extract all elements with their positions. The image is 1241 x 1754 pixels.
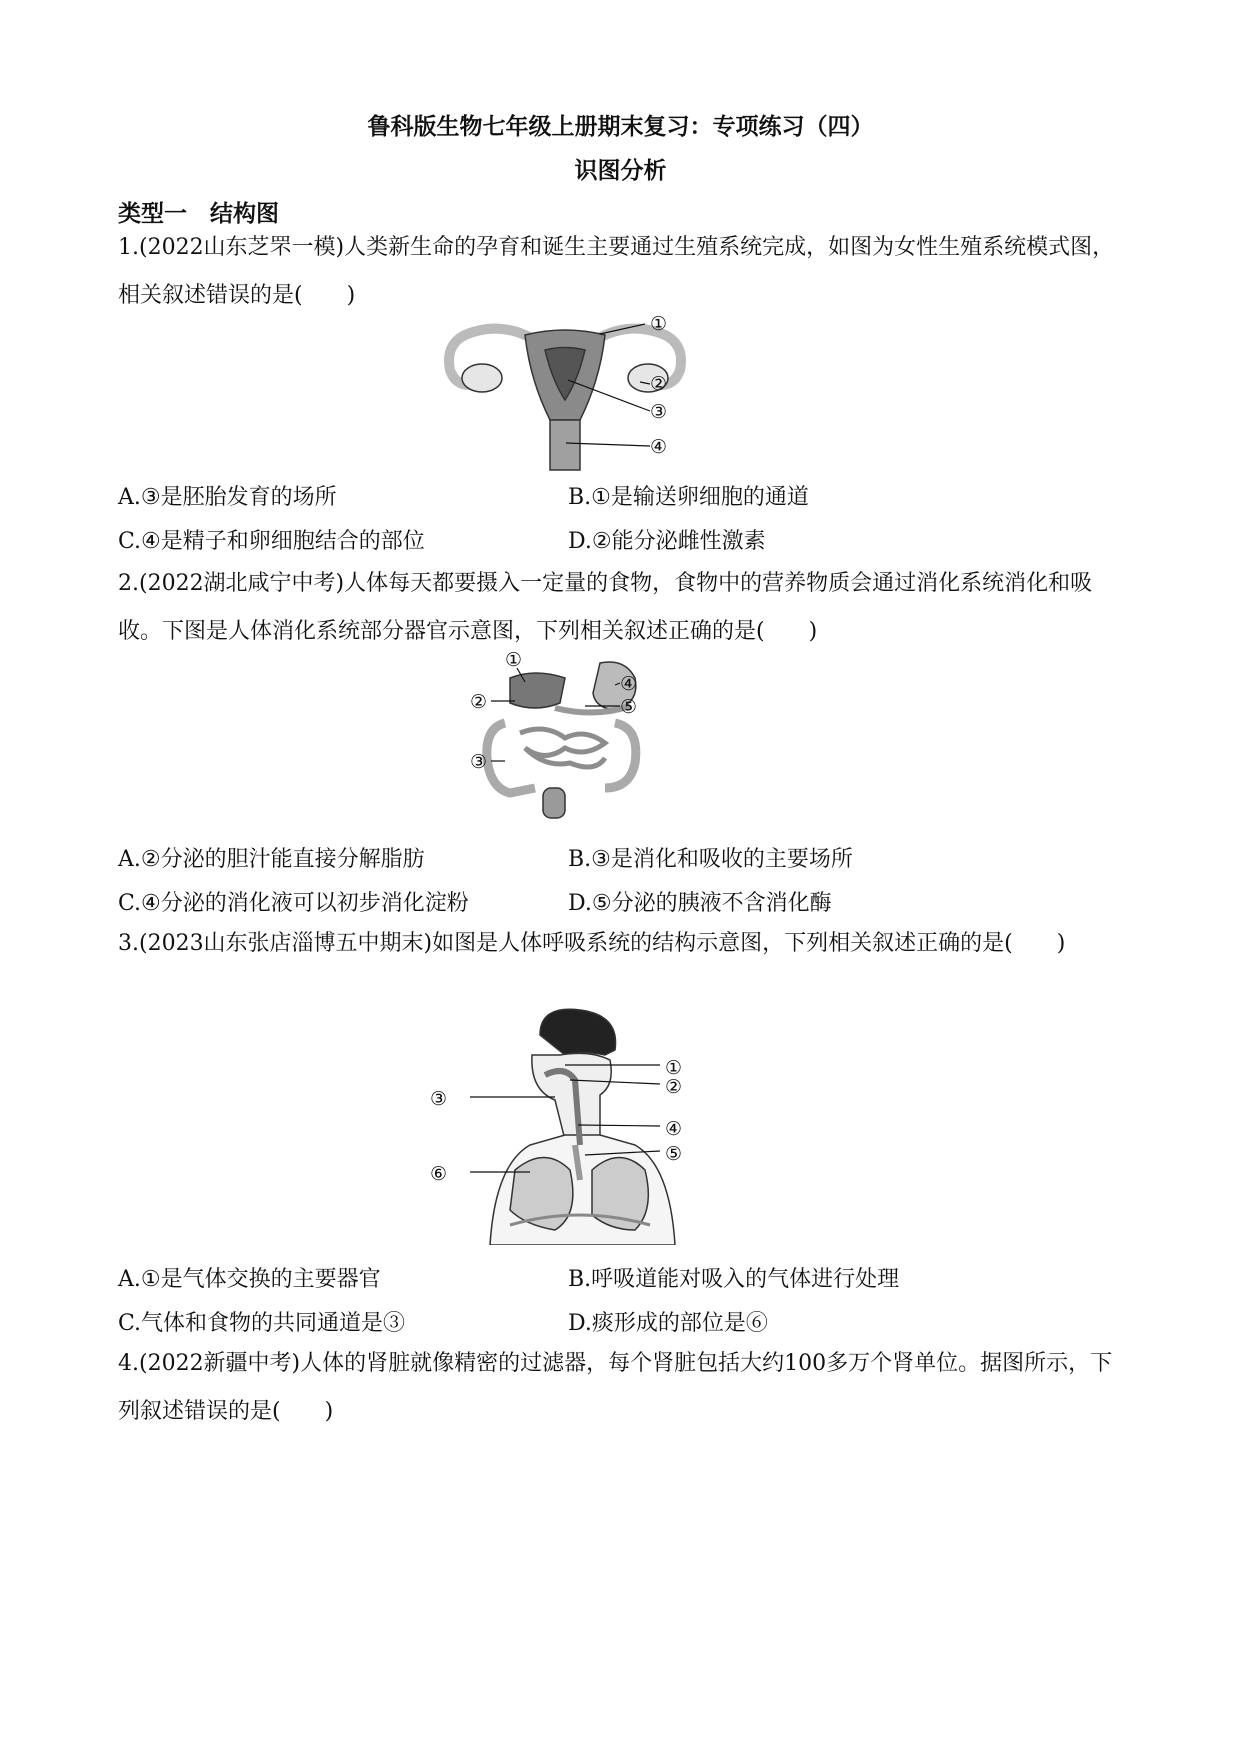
fig3-label-5: ⑤ <box>665 1143 683 1165</box>
question-3-option-d[interactable]: D.痰形成的部位是⑥ <box>568 1311 768 1336</box>
fig3-label-1: ① <box>665 1057 683 1079</box>
respiratory-system-labels <box>420 1050 700 1190</box>
question-3-option-a[interactable]: A.①是气体交换的主要器官 <box>118 1267 381 1292</box>
fig2-label-2: ② <box>470 691 488 713</box>
question-2-text: 2.(2022湖北咸宁中考)人体每天都要摄入一定量的食物，食物中的营养物质会通过消化系统消化和吸收。下图是人体消化系统部分器官示意图，下列相关叙述正确的是( ) <box>118 571 1093 644</box>
fig1-label-2: ② <box>650 373 668 395</box>
fig3-label-6: ⑥ <box>430 1163 448 1185</box>
page-subtitle: 识图分析 <box>574 158 667 184</box>
digestive-system-figure <box>465 648 715 823</box>
fig2-label-4: ④ <box>620 673 638 695</box>
question-2-option-a[interactable]: A.②分泌的胆汁能直接分解脂肪 <box>118 847 425 872</box>
female-reproductive-system-figure <box>440 310 690 480</box>
question-2-option-b[interactable]: B.③是消化和吸收的主要场所 <box>568 847 853 872</box>
fig3-label-4: ④ <box>665 1118 683 1140</box>
fig2-label-3: ③ <box>470 751 488 773</box>
fig3-label-3: ③ <box>430 1088 448 1110</box>
question-3-text: 3.(2023山东张店淄博五中期末)如图是人体呼吸系统的结构示意图，下列相关叙述正确的是( ) <box>118 931 1066 956</box>
question-2-option-d[interactable]: D.⑤分泌的胰液不含消化酶 <box>568 891 832 916</box>
fig1-label-1: ① <box>650 313 668 335</box>
page-title: 鲁科版生物七年级上册期末复习：专项练习（四） <box>367 114 874 140</box>
question-3-option-c[interactable]: C.气体和食物的共同通道是③ <box>118 1311 406 1336</box>
question-3-option-b[interactable]: B.呼吸道能对吸入的气体进行处理 <box>568 1267 900 1292</box>
question-1-option-b[interactable]: B.①是输送卵细胞的通道 <box>568 485 809 510</box>
fig1-label-3: ③ <box>650 401 668 423</box>
fig1-label-4: ④ <box>650 436 668 458</box>
question-1-option-a[interactable]: A.③是胚胎发育的场所 <box>118 485 337 510</box>
fig2-label-1: ① <box>505 649 523 671</box>
fig3-label-2: ② <box>665 1076 683 1098</box>
section-heading: 类型一 结构图 <box>118 201 279 227</box>
question-1-option-c[interactable]: C.④是精子和卵细胞结合的部位 <box>118 529 425 554</box>
fig2-label-5: ⑤ <box>620 696 638 718</box>
question-1-option-d[interactable]: D.②能分泌雌性激素 <box>568 529 766 554</box>
question-2-option-c[interactable]: C.④分泌的消化液可以初步消化淀粉 <box>118 891 469 916</box>
question-4-text: 4.(2022新疆中考)人体的肾脏就像精密的过滤器，每个肾脏包括大约100多万个肾单位。据图所示，下列叙述错误的是( ) <box>118 1351 1113 1424</box>
question-1-text: 1.(2022山东芝罘一模)人类新生命的孕育和诞生主要通过生殖系统完成，如图为女性生殖系统模式图，相关叙述错误的是( ) <box>118 235 1115 308</box>
